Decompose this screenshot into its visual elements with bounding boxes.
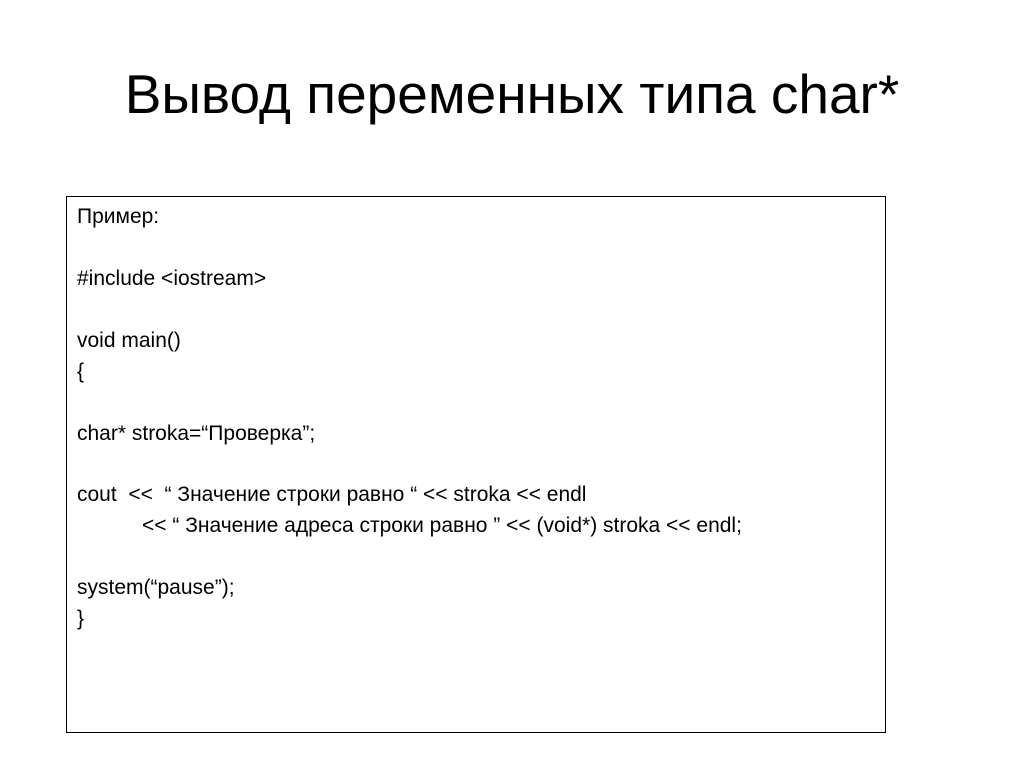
code-example-box	[66, 196, 886, 733]
open-brace-line: {	[77, 360, 85, 383]
char-declaration-line: char* stroka=“Проверка”;	[77, 422, 316, 445]
close-brace-line: }	[77, 607, 85, 630]
main-signature-line: void main()	[77, 329, 181, 352]
slide-title: Вывод переменных типа char*	[124, 63, 900, 125]
example-label: Пример:	[77, 205, 160, 228]
include-line: #include <iostream>	[77, 267, 267, 290]
system-pause-line: system(“pause”);	[77, 576, 235, 599]
cout-continuation-line: << “ Значение адреса строки равно ” << (void*) stroka << endl;	[142, 514, 742, 537]
cout-line: cout << “ Значение строки равно “ << stroka << endl	[77, 483, 587, 506]
